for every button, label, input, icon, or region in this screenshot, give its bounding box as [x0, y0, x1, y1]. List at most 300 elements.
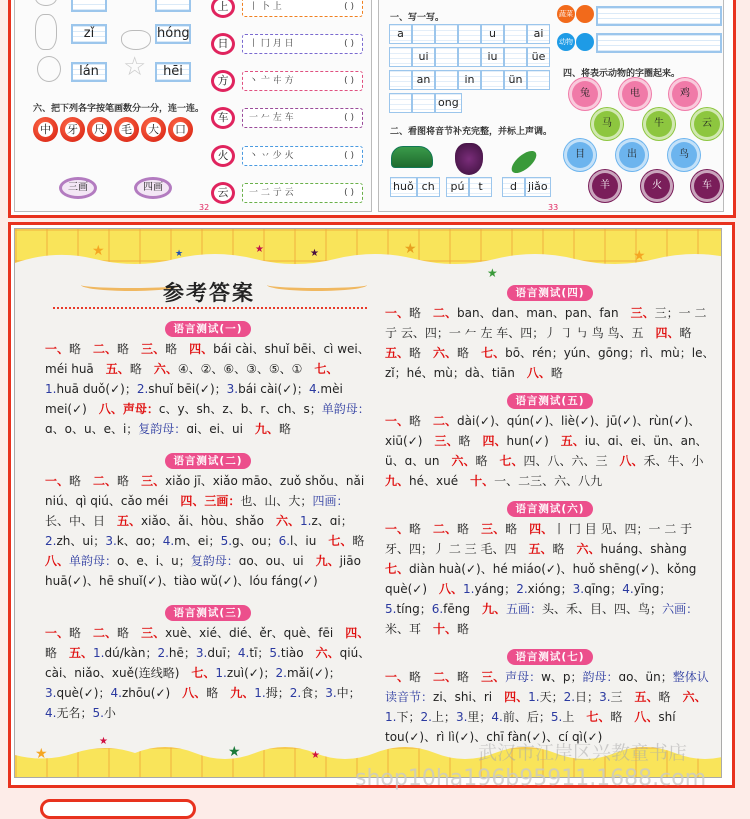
title-swirl-right — [267, 279, 367, 291]
answer-text: qīng； — [584, 582, 623, 596]
pinyin-box: zǐ — [71, 24, 107, 44]
question-number: 九、 — [482, 602, 507, 616]
answer-text: shí tou(✓)、rì lì(✓)、chī fàn(✓)、cí qì(✓) — [385, 710, 676, 744]
answer-text: 丨 冂 目 见、四；一 二 于 牙、四；丿 二 三 毛、四 — [385, 522, 693, 556]
stroke-sequence: 一 𠂉 左 车 — [249, 113, 294, 123]
answer-label: 韵母： — [582, 670, 619, 684]
answer-text: qiú、cài、niǎo、xuě(连线略) — [45, 646, 371, 680]
apple-list — [33, 117, 193, 142]
question-number: 五、 — [528, 542, 553, 556]
stroke-count-blank: ( ) — [344, 76, 354, 86]
answer-label: 单韵母： — [69, 554, 118, 568]
star-icon: ★ — [310, 248, 319, 259]
section-title: 语言测试(七) — [507, 649, 592, 665]
flower-char — [622, 81, 648, 107]
stroke-sequence: 一 二 亍 云 — [249, 188, 294, 198]
answer-text: hé、xué — [409, 474, 471, 488]
question-number: 二、 — [93, 626, 118, 640]
answer-text: tíng； — [396, 602, 432, 616]
answer-text: 略 — [117, 342, 142, 356]
question-number: 八、 — [45, 554, 70, 568]
stroke-char: 方 — [211, 70, 235, 92]
syllable-box — [390, 177, 440, 197]
section-title: 语言测试(五) — [507, 393, 592, 409]
flower-label: 鸡 — [680, 88, 690, 99]
answer-text: 禾、牛、小 — [643, 454, 716, 468]
answer-label: 2. — [136, 382, 149, 396]
apple-char-label: 毛 — [121, 123, 132, 136]
grid-cell — [435, 47, 458, 67]
answer-section — [45, 321, 371, 439]
question-number: 四、 — [189, 342, 214, 356]
answer-text: 四、八、六、三 — [523, 454, 620, 468]
answer-column-left — [45, 321, 377, 723]
flower-char — [672, 81, 698, 107]
syllable-part: huǒ — [390, 177, 417, 197]
stroke-sequence: 丨 卜 上 — [249, 2, 282, 12]
flower-label: 牛 — [654, 118, 664, 129]
answer-text: bái cài、shuǐ bēi、cì wei、méi huā — [45, 342, 370, 376]
answer-text: yīng； — [633, 582, 672, 596]
answer-text: 略 — [117, 474, 142, 488]
answer-label: 5. — [269, 646, 281, 660]
page-number: 33 — [548, 203, 559, 212]
grid-row — [389, 24, 550, 44]
question-number: 七、 — [586, 710, 611, 724]
answer-text: w、p； — [541, 670, 583, 684]
star-icon: ★ — [175, 249, 184, 259]
answer-text: g、ou； — [232, 534, 279, 548]
category-animals — [557, 33, 594, 51]
answer-label: 3. — [105, 534, 117, 548]
answer-text: 略 — [679, 326, 704, 340]
pinyin-box: lán — [71, 62, 107, 82]
answer-text: 略 — [206, 686, 231, 700]
flower-label: 鸟 — [679, 149, 689, 160]
answer-box[interactable] — [596, 33, 722, 53]
answer-text: yáng； — [474, 582, 517, 596]
pinyin-box: hóng — [155, 24, 191, 44]
question-number: 二、 — [433, 306, 458, 320]
answer-label: 整体认读音节： — [385, 670, 709, 704]
question-number: 四、 — [482, 434, 507, 448]
grid-row — [389, 47, 550, 67]
stroke-box — [242, 108, 363, 128]
answer-text: xiǎo、ǎi、hòu、shǎo — [141, 514, 276, 528]
answer-text: 略 — [69, 626, 94, 640]
section-title: 语言测试(四) — [507, 285, 592, 301]
answer-text: 略 — [475, 454, 500, 468]
answer-text: dú/kàn； — [104, 646, 158, 660]
answer-text: jiāo huā(✓)、hē shuǐ(✓)、tiào wǔ(✓)、lóu fáng(✓) — [45, 554, 361, 588]
answer-text: 拇； — [265, 686, 290, 700]
answer-label: 2. — [420, 710, 432, 724]
answer-label: 1. — [463, 582, 475, 596]
star-icon: ★ — [487, 266, 498, 280]
page-number: 32 — [199, 203, 210, 212]
train-picture — [391, 146, 433, 168]
grid-cell — [504, 24, 527, 44]
stroke-box — [242, 71, 363, 91]
answer-label: 3. — [45, 686, 57, 700]
question-number: 九、 — [230, 686, 255, 700]
answer-text: fēng — [443, 602, 483, 616]
syllable-part: ch — [417, 177, 440, 197]
flower-label: 羊 — [600, 180, 610, 191]
flower-char — [644, 173, 670, 199]
pinyin-box: hēi — [155, 62, 191, 82]
grid-cell — [435, 24, 458, 44]
answer-text: xuè、xié、dié、ěr、què、fēi — [165, 626, 346, 640]
grid-cell — [527, 70, 550, 90]
answer-label: 复韵母： — [190, 554, 239, 568]
answer-text: 下； — [396, 710, 421, 724]
answer-text: 长、中、日 — [45, 514, 118, 528]
answer-text: 略 — [458, 434, 483, 448]
answer-section — [45, 453, 377, 591]
question-number: 七、 — [191, 666, 216, 680]
flower-char — [567, 142, 593, 168]
question-number: 六、 — [153, 362, 178, 376]
answer-text: 小 — [103, 706, 116, 720]
answer-text: 略 — [457, 622, 470, 636]
answer-text: xiǎo jī、xiǎo māo、zuǒ shǒu、nǎi niú、qì qiú、cǎo méi — [45, 474, 365, 508]
section-title: 语言测试(二) — [165, 453, 250, 469]
question-number: 四、 — [655, 326, 680, 340]
question-number: 六、 — [576, 542, 601, 556]
answer-label: 1. — [528, 690, 540, 704]
answer-label: 4. — [162, 534, 175, 548]
apple-char — [114, 117, 139, 142]
question-number: 四、 — [345, 626, 370, 640]
answer-text: huáng、shàng — [600, 542, 699, 556]
answer-text: k、ɑo； — [116, 534, 163, 548]
grid-cell — [412, 93, 435, 113]
question-number: 六、 — [275, 514, 300, 528]
cherries-drawing — [121, 30, 151, 50]
question-number: 八、 — [526, 366, 551, 380]
grid-cell: ün — [504, 70, 527, 90]
question-number: 二、 — [93, 474, 118, 488]
answer-label: 5. — [385, 602, 397, 616]
instruction-six: 六、把下列各字按笔画数分一分，连一连。 — [33, 104, 205, 114]
stroke-sequence: 丶 亠 㐄 方 — [249, 76, 294, 86]
answer-label: 1. — [385, 710, 397, 724]
answer-page — [14, 228, 722, 778]
answer-text: ɑo、ün； — [618, 670, 673, 684]
answer-text: 略 — [278, 422, 291, 436]
title-divider — [53, 307, 367, 309]
answer-box[interactable] — [596, 6, 722, 26]
answer-text: 日； — [575, 690, 600, 704]
answer-label: 2. — [563, 690, 576, 704]
star-icon: ★ — [99, 736, 108, 747]
flower-label: 兔 — [580, 88, 590, 99]
answer-label: 5. — [220, 534, 233, 548]
answer-text: 无名； — [56, 706, 93, 720]
question-number: 九、 — [254, 422, 279, 436]
instruction-two: 二、看图将音节补充完整，并标上声调。 — [390, 127, 553, 137]
shop-url-watermark: shop10ha196b95911.1688.com — [355, 766, 707, 791]
apple-char — [168, 117, 193, 142]
stroke-char: 日 — [211, 33, 235, 55]
answer-text: 略 — [552, 542, 577, 556]
apple-char — [33, 117, 58, 142]
answer-label: 2. — [516, 582, 528, 596]
grid-cell — [412, 24, 435, 44]
flower-char — [694, 111, 720, 137]
grid-cell: iu — [481, 47, 504, 67]
apple-char-label: 口 — [175, 123, 186, 136]
answer-text: ɑi、ei、ui — [186, 422, 255, 436]
answer-label: 六画： — [662, 602, 699, 616]
stroke-box — [242, 0, 363, 17]
answer-text: 食； — [301, 686, 326, 700]
question-number: 三、 — [434, 434, 459, 448]
pea-pod-picture — [508, 147, 540, 177]
apple-char-label: 牙 — [67, 123, 78, 136]
answer-column-right — [385, 285, 715, 747]
stroke-char: 上 — [211, 0, 235, 18]
answer-text: 略 — [352, 534, 377, 548]
answer-text: 上 — [562, 710, 587, 724]
flower-char — [646, 111, 672, 137]
page-title: 参考答案 — [163, 280, 255, 305]
stroke-box — [242, 34, 363, 54]
grid-cell — [458, 24, 481, 44]
grid-cell: u — [481, 24, 504, 44]
answer-text: diàn huà(✓)、hé miáo(✓)、huǒ shēng(✓)、kǒng què(✓) — [385, 562, 697, 596]
answer-text: 略 — [457, 346, 482, 360]
apple-drawing — [35, 0, 57, 6]
flower-label: 车 — [702, 180, 712, 191]
answer-label: 4. — [491, 710, 503, 724]
answer-text: 略 — [129, 362, 154, 376]
stroke-char: 车 — [211, 107, 235, 129]
question-number: 四、 — [180, 494, 205, 508]
answer-text: 上； — [431, 710, 456, 724]
answer-label: 1. — [93, 646, 105, 660]
answer-label: 4. — [237, 646, 250, 660]
stroke-count-blank: ( ) — [344, 113, 354, 123]
answer-text: shuǐ bēi(✓)； — [148, 382, 227, 396]
question-number: 一、 — [385, 306, 410, 320]
apple-char-label: 尺 — [94, 123, 105, 136]
flower-label: 马 — [602, 118, 612, 129]
syllable-part: jiǎo — [525, 177, 551, 197]
question-number: 五、 — [385, 346, 410, 360]
apple-char — [60, 117, 85, 142]
grapes-drawing — [35, 14, 57, 50]
answer-text: 天； — [539, 690, 564, 704]
answer-label: 1. — [215, 666, 227, 680]
stroke-count-blank: ( ) — [344, 2, 354, 12]
flower-label: 电 — [630, 88, 640, 99]
flower-label: 目 — [575, 149, 585, 160]
answer-text: 略 — [409, 522, 434, 536]
answer-label: 4. — [110, 686, 122, 700]
answer-label: 复韵母： — [138, 422, 187, 436]
grid-cell — [458, 47, 481, 67]
question-number: 十、 — [470, 474, 495, 488]
answer-text: 略 — [45, 646, 70, 660]
question-number: 六、 — [451, 454, 476, 468]
flower-label: 云 — [702, 118, 712, 129]
answer-label: 单韵母： — [321, 402, 370, 416]
question-number: 九、 — [315, 554, 340, 568]
syllable-box — [446, 177, 492, 197]
answer-text: zhōu(✓) — [121, 686, 183, 700]
stroke-row — [209, 182, 365, 204]
next-section-tab — [40, 799, 196, 819]
apple-char — [141, 117, 166, 142]
grid-row — [389, 70, 550, 90]
pinyin-box — [155, 0, 191, 12]
grid-cell — [389, 47, 412, 67]
stroke-row — [209, 70, 365, 92]
answer-text: 米、耳 — [385, 622, 434, 636]
question-number: 二、 — [93, 342, 118, 356]
answer-label: 5. — [92, 706, 104, 720]
question-number: 五、 — [634, 690, 659, 704]
answer-text: iu、ɑi、ei、ün、an、ü、ɑ、un — [385, 434, 708, 468]
flower-char — [572, 81, 598, 107]
question-number: 六、 — [682, 690, 707, 704]
question-number: 七、 — [385, 562, 410, 576]
answer-text: tī； — [249, 646, 270, 660]
flower-char — [694, 173, 720, 199]
syllable-part: pú — [446, 177, 469, 197]
answer-section — [385, 501, 715, 639]
answer-label: 2. — [157, 646, 169, 660]
answer-text: tiào — [280, 646, 316, 660]
question-number: 四、 — [529, 522, 554, 536]
question-number: 三、 — [141, 474, 166, 488]
question-number: 四、 — [504, 690, 529, 704]
answer-label: 4. — [308, 382, 321, 396]
question-number: 二、 — [433, 522, 458, 536]
grid-cell: ui — [412, 47, 435, 67]
answer-label: 5. — [550, 710, 563, 724]
answer-label: 2. — [45, 534, 57, 548]
apple-char-label: 大 — [148, 123, 159, 136]
answer-text: ④、②、⑥、③、⑤、① — [177, 362, 315, 376]
question-number: 七、 — [314, 362, 339, 376]
question-number: 六、 — [315, 646, 340, 660]
answer-text: 里； — [467, 710, 492, 724]
answer-text: c、y、sh、z、b、r、ch、s； — [158, 402, 322, 416]
answer-section — [385, 393, 715, 491]
top-wave — [15, 244, 722, 280]
question-number: 三、 — [630, 306, 655, 320]
star-icon: ★ — [35, 746, 48, 762]
category-icon: 动物 — [557, 33, 575, 51]
answer-text: què(✓)； — [56, 686, 111, 700]
stroke-sequence: 丶 丷 少 火 — [249, 151, 294, 161]
grid-cell — [389, 70, 412, 90]
answer-text: m、ei； — [174, 534, 221, 548]
answer-label: 6. — [278, 534, 291, 548]
question-number: 三、 — [141, 626, 166, 640]
instruction-one: 一、写一写。 — [390, 13, 445, 23]
question-number: 一、 — [45, 474, 70, 488]
flower-char — [671, 142, 697, 168]
question-number: 二、 — [433, 414, 458, 428]
grid-cell — [504, 47, 527, 67]
flower-label: 出 — [627, 149, 637, 160]
answer-text: bái cài(✓)； — [238, 382, 309, 396]
question-number: 八、 — [634, 710, 659, 724]
syllable-part: t — [469, 177, 492, 197]
question-number: 五、 — [105, 362, 130, 376]
flower-char — [619, 142, 645, 168]
stroke-row — [209, 33, 365, 55]
answer-text: mǎi(✓)； — [286, 666, 341, 680]
answer-label: 3. — [455, 710, 468, 724]
category-icon — [576, 5, 594, 23]
answer-text: bō、rén；yún、gōng；rì、mù；le、zǐ；hé、mù；dà、tiān — [385, 346, 715, 380]
answer-text: 三 — [610, 690, 635, 704]
answer-text: 三；一 二 亍 云、四；一 𠂉 左 车、四；丿 ㇆ ㇉ 鸟 鸟、五 — [385, 306, 707, 340]
question-number: 五、 — [69, 646, 94, 660]
syllable-part: d — [502, 177, 525, 197]
question-number: 二、 — [433, 670, 458, 684]
answer-text: 头、禾、目、四、鸟； — [542, 602, 663, 616]
section-title: 语言测试(一) — [165, 321, 250, 337]
answer-text: hē； — [168, 646, 196, 660]
apple-char-label: 中 — [40, 123, 51, 136]
flower-char — [594, 111, 620, 137]
stroke-count-blank: ( ) — [344, 151, 354, 161]
answer-text: 略 — [550, 366, 563, 380]
grapes-picture — [455, 143, 483, 175]
star-icon: ★ — [92, 243, 105, 259]
grid-cell: ai — [527, 24, 550, 44]
shop-name-watermark: 武汉市江岸区兴教童书店 — [478, 742, 688, 764]
answer-label: 4. — [45, 706, 57, 720]
answer-label: 2. — [289, 686, 302, 700]
question-number: 五、 — [117, 514, 142, 528]
answer-text: 略 — [610, 710, 635, 724]
group-oval: 三画 — [59, 177, 97, 199]
answer-text: dài(✓)、qún(✓)、liè(✓)、jū(✓)、rùn(✓)、xiū(✓) — [385, 414, 701, 448]
left-page — [14, 0, 372, 212]
question-number: 八、 — [182, 686, 207, 700]
stroke-sequence: 丨 冂 月 日 — [249, 39, 294, 49]
flower-label: 火 — [652, 180, 662, 191]
answer-text: xióng； — [527, 582, 573, 596]
answer-text: zi、shi、ri — [433, 690, 505, 704]
category-vegetables — [557, 5, 594, 23]
flower-char — [592, 173, 618, 199]
answer-text: 也、山、大； — [240, 494, 313, 508]
question-number: 三、 — [481, 670, 506, 684]
question-number: 八、 — [439, 582, 464, 596]
stroke-count-blank: ( ) — [344, 188, 354, 198]
stroke-box — [242, 146, 363, 166]
stroke-box — [242, 183, 363, 203]
pinyin-box — [71, 0, 107, 12]
question-number: 三画： — [204, 494, 241, 508]
stroke-char: 火 — [211, 145, 235, 167]
star-icon: ★ — [404, 241, 417, 257]
grid-cell — [389, 93, 412, 113]
star-icon: ★ — [633, 248, 646, 264]
answer-text: 略 — [409, 414, 434, 428]
answer-label: 3. — [195, 646, 208, 660]
answer-section — [45, 605, 371, 723]
question-number: 一、 — [385, 414, 410, 428]
